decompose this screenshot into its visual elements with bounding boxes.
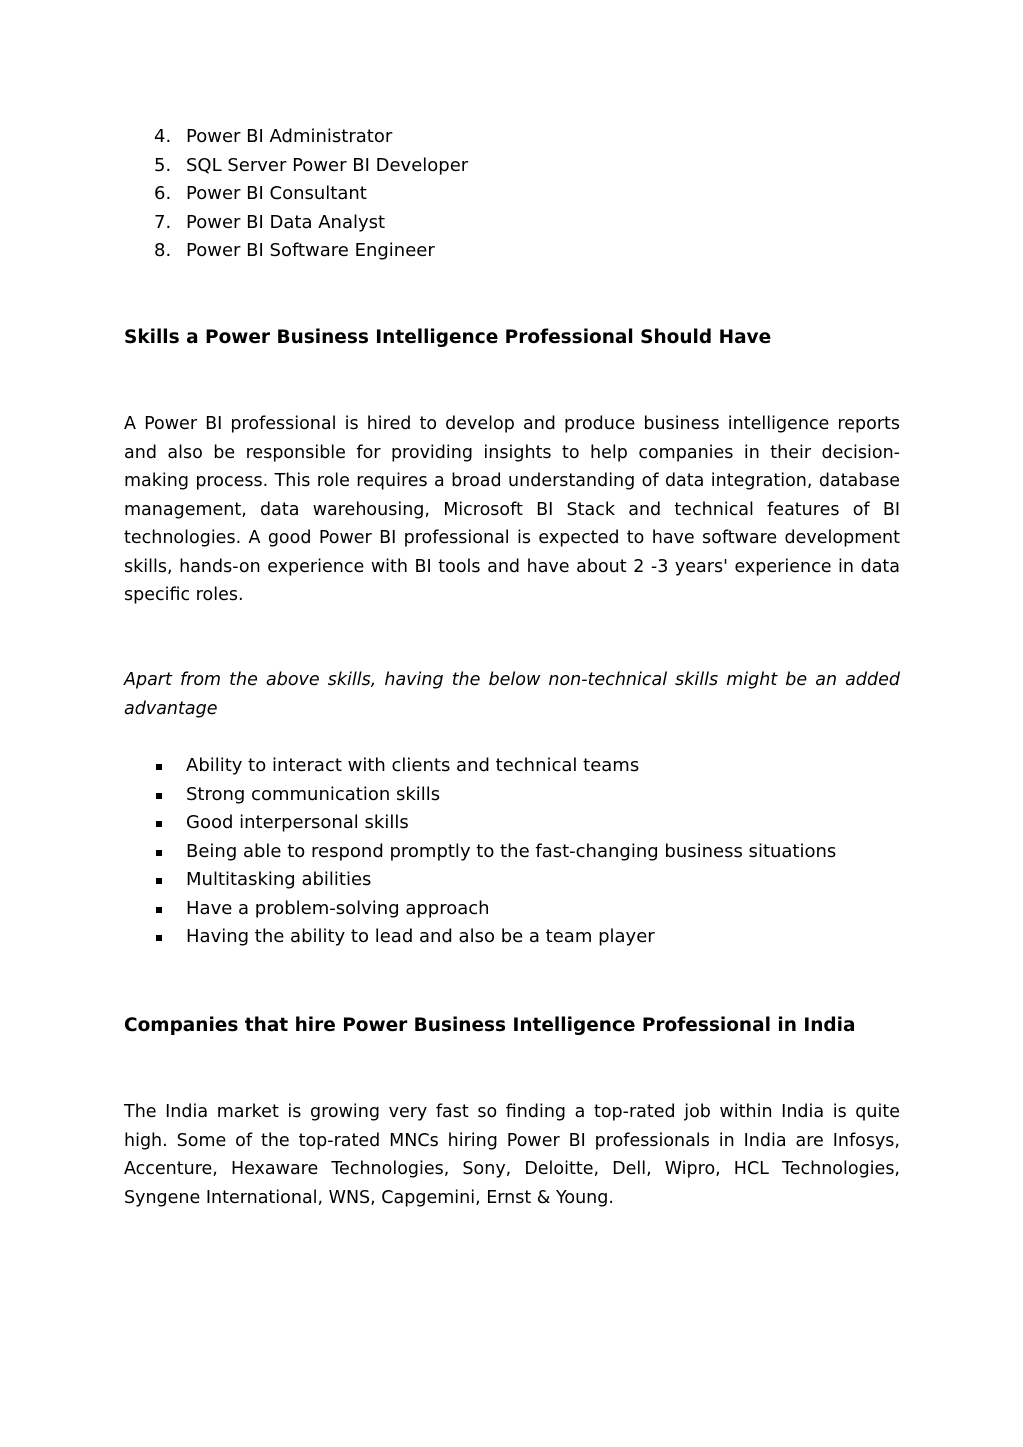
list-item [124,209,900,238]
list-item [124,123,900,152]
list-item-number: 5. [154,154,172,176]
list-item [124,752,900,781]
list-item-text: Being able to respond promptly to the fast-changing business situations [186,840,837,862]
list-item-text: Power BI Administrator [186,126,393,147]
list-item-text: Good interpersonal skills [186,812,409,833]
companies-heading: Companies that hire Power Business Intelligence Professional in India [124,1015,856,1036]
list-item [124,781,900,810]
list-item-number: 7. [154,211,172,233]
list-item-number: 4. [154,126,172,147]
list-item-text: Have a problem-solving approach [186,897,490,919]
list-item [124,923,900,952]
square-bullet-icon [156,907,162,913]
list-item [124,895,900,924]
list-item-text: Ability to interact with clients and technical teams [186,755,640,776]
square-bullet-icon [156,935,162,941]
skills-heading: Skills a Power Business Intelligence Professional Should Have [124,327,772,348]
list-item-number: 6. [154,183,172,204]
list-item [124,180,900,209]
skills-paragraph: A Power BI professional is hired to develop and produce business intelligence reports and also be responsible for providing insights to help companies in their decision-making process. This role requires a broad understanding of data integration, database management, data warehousing, Microsoft BI Stack and technical features of BI technologies. A good Power BI professional is expected to have software development skills, hands-on experience with BI tools and have about 2 -3 years' experience in data specific roles. [124,414,900,605]
list-item-text: SQL Server Power BI Developer [186,154,469,176]
list-item-number: 8. [154,240,172,261]
square-bullet-icon [156,793,162,799]
list-item-text: Power BI Software Engineer [186,240,435,261]
list-item [124,809,900,838]
square-bullet-icon [156,850,162,856]
list-item [124,152,900,181]
job-roles-list [124,123,900,266]
list-item [124,838,900,867]
list-item-text: Strong communication skills [186,783,441,805]
non-technical-skills-note: Apart from the above skills, having the below non-technical skills might be an added advantage [124,670,900,719]
list-item-text: Power BI Data Analyst [186,211,386,233]
list-item [124,866,900,895]
non-technical-skills-list [124,752,900,952]
list-item-text: Multitasking abilities [186,869,372,890]
list-item-text: Having the ability to lead and also be a team player [186,926,655,947]
list-item [124,237,900,266]
square-bullet-icon [156,878,162,884]
list-item-text: Power BI Consultant [186,183,367,204]
square-bullet-icon [156,764,162,770]
companies-paragraph: The India market is growing very fast so finding a top-rated job within India is quite high. Some of the top-rated MNCs hiring Power BI professionals in India are Infosys, Accenture, Hexaware Technologies, Sony, Deloitte, Dell, Wipro, HCL Technologies, Syngene International, WNS, Capgemini, Ernst & Young. [124,1102,900,1208]
square-bullet-icon [156,821,162,827]
